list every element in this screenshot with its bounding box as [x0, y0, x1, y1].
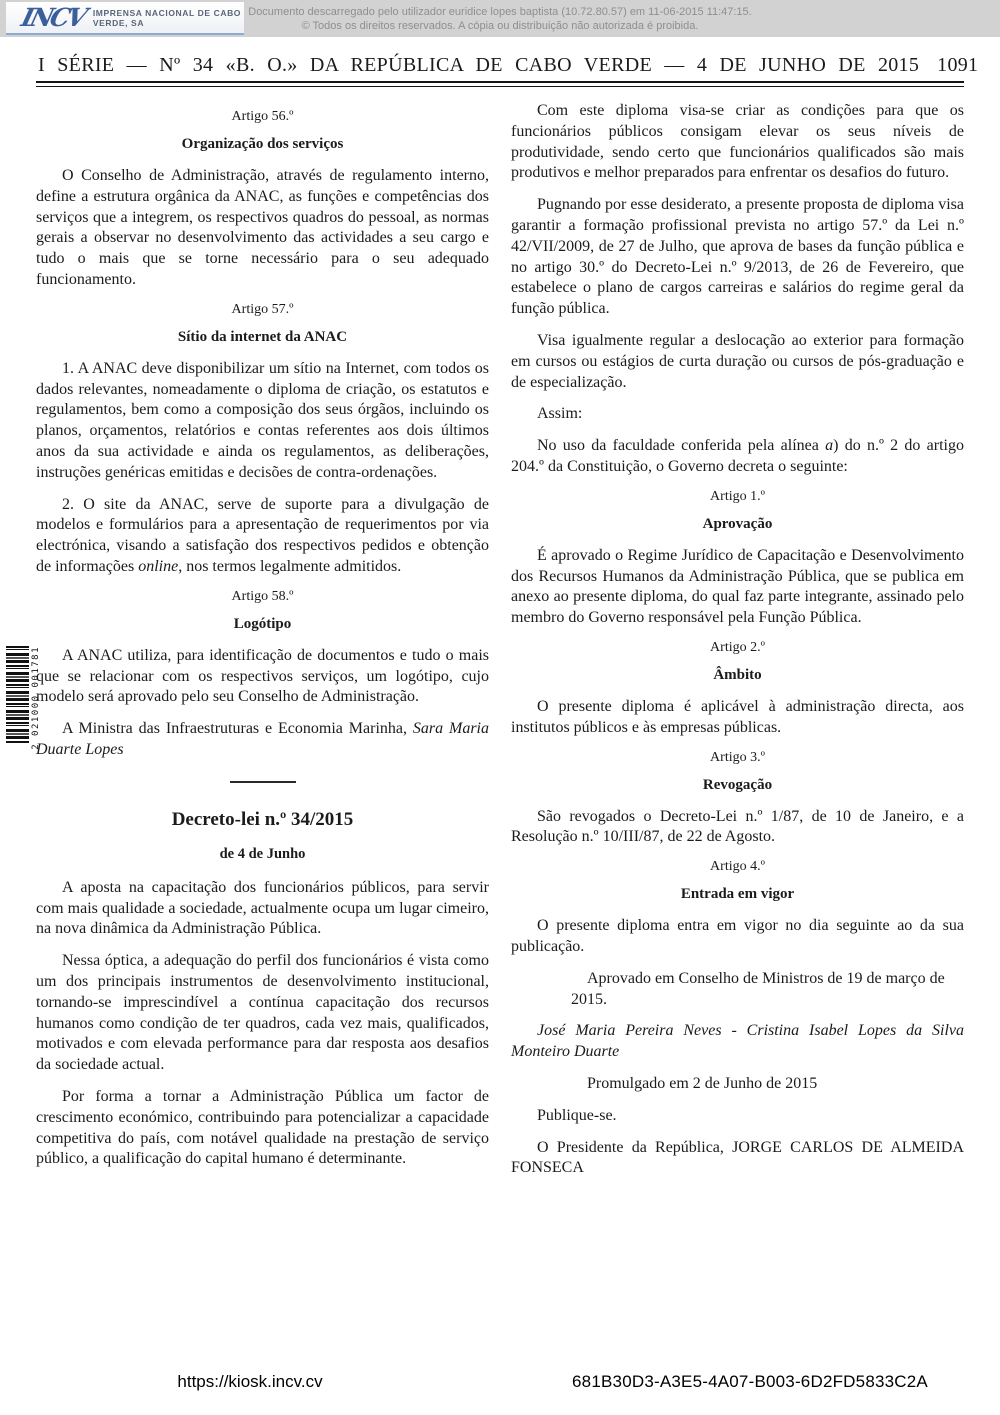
- document-code: 681B30D3-A3E5-4A07-B003-6D2FD5833C2A: [572, 1372, 928, 1391]
- pm-signatures: José Maria Pereira Neves - Cristina Isabel Lopes da Silva Monteiro Duarte: [511, 1022, 964, 1061]
- council-approval: Aprovado em Conselho de Ministros de 19 de março de 2015.: [571, 969, 945, 1008]
- section-divider: [230, 781, 296, 783]
- masthead-title: I SÉRIE — Nº 34 «B. O.» DA REPÚBLICA DE CABO VERDE — 4 DE JUNHO DE 2015: [38, 54, 920, 76]
- incv-logo-name: IMPRENSA NACIONAL DE CABO VERDE, SA: [92, 7, 242, 28]
- artigo-58-title: Logótipo: [233, 615, 292, 632]
- minister-signature: A Ministra das Infraestruturas e Economia Marinha, Sara Maria Duarte Lopes: [36, 720, 489, 758]
- president-signature: O Presidente da República, JORGE CARLOS DE ALMEIDA FONSECA: [511, 1138, 964, 1177]
- artigo-4-title: Entrada em vigor: [680, 886, 795, 903]
- decree-preamble-1: A aposta na capacitação dos funcionários públicos, para servir com mais qualidade a sociedade, actualmente ocupa um lugar cimeiro, na nova dinâmica da Administração Pública.: [36, 878, 489, 938]
- artigo-57-title: Sítio da internet da ANAC: [177, 328, 348, 345]
- artigo-2-number: Artigo 2.º: [710, 639, 765, 655]
- artigo-3-number: Artigo 3.º: [710, 749, 765, 765]
- artigo-2-title: Âmbito: [713, 666, 762, 683]
- promulgation: Promulgado em 2 de Junho de 2015: [587, 1074, 818, 1092]
- left-column: [36, 101, 489, 1190]
- decree-enacting-formula: No uso da faculdade conferida pela alínea a) do n.º 2 do artigo 204.º da Constituição, o Governo decreta o seguinte:: [511, 437, 965, 475]
- barcode: [6, 646, 41, 750]
- artigo-57-number: Artigo 57.º: [231, 301, 294, 317]
- artigo-4-body: O presente diploma entra em vigor no dia seguinte ao da sua publicação.: [511, 917, 964, 955]
- incv-logo: [6, 2, 244, 35]
- decree-preamble-6: Visa igualmente regular a deslocação ao exterior para formação em cursos ou estágios de curta duração ou cursos de pós-graduação e de especialização.: [511, 331, 964, 391]
- page-number: 1091: [937, 54, 979, 76]
- artigo-3-title: Revogação: [702, 776, 773, 793]
- artigo-4-number: Artigo 4.º: [710, 859, 765, 875]
- watermark-band: [0, 0, 1000, 37]
- incv-logo-icon: INCV: [18, 3, 88, 32]
- decree-preamble-2: Nessa óptica, a adequação do perfil dos funcionários é vista como um dos principais instrumentos de desenvolvimento institucional, tornando-se imprescindível a contínua capacitação dos recursos humanos como condição de ter quadros, cada vez mais, qualificados, motivados e com elevada performance para dar resposta aos desafios da sociedade actual.: [36, 952, 489, 1074]
- watermark-line-2: © Todos os direitos reservados. A cópia ou distribuição não autorizada é proibida.: [301, 20, 699, 32]
- barcode-bars-icon: [6, 646, 29, 743]
- decree-preamble-7: Assim:: [537, 405, 583, 423]
- artigo-2-body: O presente diploma é aplicável à administração directa, aos institutos públicos e às empresas públicas.: [511, 697, 964, 736]
- barcode-number: 2 021000 001781: [31, 646, 41, 750]
- page-footer: [0, 1372, 1000, 1392]
- artigo-58-body: A ANAC utiliza, para identificação de documentos e tudo o mais que se relacionar com os respectivos serviços, um logótipo, cujo modelo será aprovado pelo seu Conselho de Administração.: [36, 646, 489, 706]
- decree-date: de 4 de Junho: [219, 845, 306, 862]
- artigo-1-body: É aprovado o Regime Jurídico de Capacitação e Desenvolvimento dos Recursos Humanos da Administração Pública, que se publica em anexo ao presente diploma, do qual faz parte integrante, assinado pelo membro do Governo responsável pela Função Pública.: [511, 546, 964, 627]
- masthead: [38, 54, 979, 77]
- right-column: [511, 101, 964, 1190]
- decree-title: Decreto-lei n.º 34/2015: [171, 808, 354, 830]
- publish-order: Publique-se.: [537, 1106, 617, 1124]
- artigo-56-title: Organização dos serviços: [181, 136, 344, 152]
- artigo-1-title: Aprovação: [702, 515, 773, 532]
- masthead-rule: [36, 81, 964, 87]
- decree-preamble-4: Com este diploma visa-se criar as condições para que os funcionários públicos consigam elevar os seus níveis de produtividade, sendo certo que funcionários qualificados são mais produtivos e melhor preparados para enfrentar os desafios do futuro.: [511, 102, 964, 182]
- artigo-3-body: São revogados o Decreto-Lei n.º 1/87, de 10 de Janeiro, e a Resolução n.º 10/III/87, de 22 de Agosto.: [511, 807, 964, 846]
- artigo-57-item-1: 1. A ANAC deve disponibilizar um sítio na Internet, com todos os dados relevantes, nomeadamente o diploma de criação, os estatutos e regulamentos, bem como a composição dos seus órgãos, incluindo os planos, orçamentos, relatórios e contas referentes aos dois últimos anos da sua actividade e ainda os regulamentos, as deliberações, instruções genéricas emitidas e decisões de contra-ordenações.: [36, 359, 489, 481]
- decree-preamble-5: Pugnando por esse desiderato, a presente proposta de diploma visa garantir a formação profissional prevista no artigo 57.º da Lei n.º 42/VII/2009, de 27 de Julho, que aprova de bases da função pública e no artigo 30.º do Decreto-Lei n.º 9/2013, de 26 de Fevereiro, que estabelece o plano de cargos carreiras e salários do regime geral da função pública.: [511, 196, 964, 318]
- kiosk-url-link[interactable]: https://kiosk.incv.cv: [177, 1372, 323, 1391]
- artigo-1-number: Artigo 1.º: [710, 488, 765, 504]
- artigo-56-number: Artigo 56.º: [231, 109, 294, 124]
- content: [36, 101, 964, 1190]
- artigo-58-number: Artigo 58.º: [231, 588, 294, 604]
- decree-preamble-3: Por forma a tornar a Administração Pública um factor de crescimento económico, contribuindo para potencializar a capacidade competitiva do país, com notável qualidade na prestação de serviço público, a qualificação do capital humano é determinante.: [36, 1087, 489, 1168]
- watermark-line-1: Documento descarregado pelo utilizador euridice lopes baptista (10.72.80.57) em 11-06-2015 11:47:15.: [248, 6, 752, 18]
- artigo-57-item-2: 2. O site da ANAC, serve de suporte para a divulgação de modelos e formulários para a apresentação de requerimentos por via electrónica, visando a satisfação dos respectivos pedidos e obtenção de informações online, nos termos legalmente admitidos.: [36, 495, 489, 575]
- artigo-56-body: O Conselho de Administração, através de regulamento interno, define a estrutura orgânica da ANAC, as funções e competências dos serviços que a integrem, os respectivos quadros do pessoal, as normas gerais a observar no desenvolvimento das actividades a seu cargo e tudo o mais que se torne necessário para o seu adequado funcionamento.: [36, 167, 489, 288]
